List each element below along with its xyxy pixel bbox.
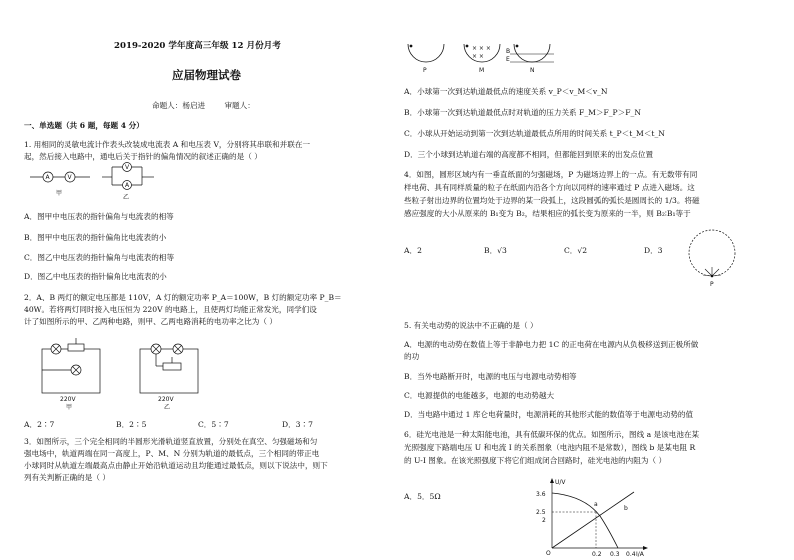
q6-origin: O <box>546 550 551 557</box>
exam-title: 2019-2020 学年度高三年级 12 月份月考 <box>114 41 281 51</box>
section-heading: 一、单选题（共 6 题，每题 4 分） <box>24 121 144 130</box>
q3-stem-line3: 小球同时从轨道左端最高点由静止开始沿轨道运动且均能通过最低点，则以下说法中，则下 <box>24 461 328 470</box>
q6-xlabel: I/A <box>636 551 644 558</box>
q3-option-b[interactable]: B．小球第一次到达轨道最低点时对轨道的压力关系 F_M＞F_P＞F_N <box>404 108 641 117</box>
q6-xtick-2: 0.4 <box>626 551 636 558</box>
left-column <box>24 0 394 560</box>
svg-text:A: A <box>125 182 130 189</box>
svg-text:E: E <box>506 56 510 63</box>
q6-ui-graph <box>534 476 654 558</box>
q3-stem-line2: 强电场中，轨道两端在同一高度上，P、M、N 分别为轨道的最低点，三个相同的带正电 <box>24 449 320 458</box>
q6-curve-a <box>552 493 618 548</box>
q4-circle-figure <box>686 228 746 288</box>
q6-ytick-0: 3.6 <box>536 491 546 498</box>
svg-text:B: B <box>506 48 511 55</box>
q3-option-a[interactable]: A．小球第一次到达轨道最低点的速度关系 v_P＜v_M＜v_N <box>404 87 608 96</box>
q2-fig-label-a: 甲 <box>66 404 73 411</box>
q2-option-a[interactable]: A．2∶7 <box>24 420 55 429</box>
q3-stem-line1: 3．如图所示，三个完全相同的半圆形光滑轨道竖直放置，分别处在真空、匀强磁场和匀 <box>24 437 318 446</box>
q6-xtick-0: 0.2 <box>592 551 602 558</box>
q6-stem-line3: 的 U-I 图象。在该光照强度下将它们组成闭合回路时，硅光电池的内阻为（ ） <box>404 456 667 465</box>
q2-fig-voltage-a: 220V <box>60 396 76 403</box>
q6-ytick-2: 2 <box>542 517 546 524</box>
q1-fig-label-b: 乙 <box>123 194 130 201</box>
q4-option-b[interactable]: B．√3 <box>484 246 507 255</box>
q4-option-a[interactable]: A．2 <box>404 246 422 255</box>
q2-stem-line1: 2．A、B 两灯的额定电压都是 110V，A 灯的额定功率 P_A＝100W，B 灯的额定功率 P_B＝ <box>24 293 342 302</box>
q2-stem-line3: 计了如图所示的甲、乙两种电路，则甲、乙两电路消耗的电功率之比为（ ） <box>24 317 278 326</box>
q4-option-c[interactable]: C．√2 <box>564 246 588 255</box>
q5-option-a-line1[interactable]: A．电源的电动势在数值上等于非静电力把 1C 的正电荷在电源内从负极移送到正极所做 <box>404 340 699 349</box>
q3-label-p: P <box>423 67 427 74</box>
svg-text:A: A <box>45 174 50 181</box>
q4-option-d[interactable]: D．3 <box>644 246 663 255</box>
q3-option-c[interactable]: C．小球从开始运动到第一次到达轨道最低点所用的时间关系 t_P＜t_M＜t_N <box>404 129 665 138</box>
q6-ylabel: U/V <box>555 479 566 486</box>
right-column <box>404 0 774 560</box>
q3-stem-line4: 列有关判断正确的是（ ） <box>24 473 110 482</box>
q4-stem-line4: 感应强度的大小从原来的 B₁变为 B₂，结果相应的弧长变为原来的一半，则 B₂∶B₁等于 <box>404 209 691 218</box>
q5-option-c[interactable]: C．电源提供的电能越多，电源的电动势越大 <box>404 391 555 400</box>
q6-option-a[interactable]: A．5．5Ω <box>404 492 441 501</box>
q1-option-b[interactable]: B．图甲中电压表的指针偏角比电流表的小 <box>24 233 167 242</box>
q1-option-d[interactable]: D．图乙中电压表的指针偏角比电流表的小 <box>24 272 167 281</box>
q2-fig-voltage-b: 220V <box>158 396 174 403</box>
q6-stem-line2: 光照强度下路端电压 U 和电流 I 的关系图象（电池内阻不是常数），图线 b 是某电阻 R <box>404 443 696 452</box>
q2-option-b[interactable]: B．2∶5 <box>116 420 147 429</box>
q1-circuit-figure <box>30 163 180 201</box>
q1-option-a[interactable]: A．图甲中电压表的指针偏角与电流表的相等 <box>24 212 174 221</box>
q6-xtick-1: 0.3 <box>610 551 620 558</box>
svg-text:V: V <box>125 164 130 171</box>
q4-stem-line3: 些粒子射出边界的位置均处于边界的某一段弧上，这段圆弧的弧长是圆周长的 1/3。将磁 <box>404 196 700 205</box>
q2-option-c[interactable]: C．5∶7 <box>198 420 229 429</box>
paper-title: 应届物理试卷 <box>172 68 241 82</box>
q5-option-d[interactable]: D．当电路中通过 1 库仑电荷量时，电源消耗的其他形式能的数值等于电源电动势的值 <box>404 410 694 419</box>
q3-track-figure <box>406 40 566 76</box>
q4-stem-line2: 样电荷、具有同样质量的粒子在纸面内沿各个方向以同样的速率通过 P 点进入磁场。这 <box>404 183 695 192</box>
q5-option-b[interactable]: B．当外电路断开时，电源的电压与电源电动势相等 <box>404 372 577 381</box>
q2-stem-line2: 40W。若将两灯同时接入电压恒为 220V 的电路上，且使两灯均能正常发光，同学们设 <box>24 305 317 314</box>
q1-stem-line2: 起，然后接入电路中，通电后关于指针的偏角情况的叙述正确的是（ ） <box>24 152 262 161</box>
svg-text:N: N <box>530 67 535 74</box>
q4-fig-label: P <box>710 281 714 288</box>
q4-stem-line1: 4．如图，圆形区域内有一垂直纸面的匀强磁场，P 为磁场边界上的一点。有无数带有同 <box>404 170 698 179</box>
q6-label-b: b <box>624 505 628 512</box>
svg-text:V: V <box>67 174 72 181</box>
q1-fig-label-a: 甲 <box>56 190 63 197</box>
q2-fig-label-b: 乙 <box>164 404 171 411</box>
q6-line-b <box>552 492 634 548</box>
q6-stem-line1: 6．硅光电池是一种太阳能电池，具有低碳环保的优点。如图所示，图线 a 是该电池在某 <box>404 430 700 439</box>
svg-text:× × ×: × × × <box>472 45 491 52</box>
q6-label-a: a <box>594 501 598 508</box>
author-line: 命题人：杨启进 审题人： <box>152 101 255 110</box>
q6-ytick-1: 2.5 <box>536 509 546 516</box>
svg-text:M: M <box>479 67 485 74</box>
svg-text:× ×: × × <box>472 53 484 60</box>
q5-option-a-line2[interactable]: 的功 <box>404 352 420 361</box>
q2-circuit-figure <box>38 335 228 410</box>
q1-stem-line1: 1. 用相同的灵敏电流计作表头改装成电流表 A 和电压表 V，分别将其串联和并联在一 <box>24 140 311 149</box>
q1-option-c[interactable]: C．图乙中电压表的指针偏角与电流表的相等 <box>24 253 175 262</box>
q2-option-d[interactable]: D．3∶7 <box>282 420 313 429</box>
q5-stem: 5. 有关电动势的说法中不正确的是（ ） <box>404 321 538 330</box>
q3-option-d[interactable]: D．三个小球到达轨道右端的高度都不相同，但都能回到原来的出发点位置 <box>404 150 654 159</box>
